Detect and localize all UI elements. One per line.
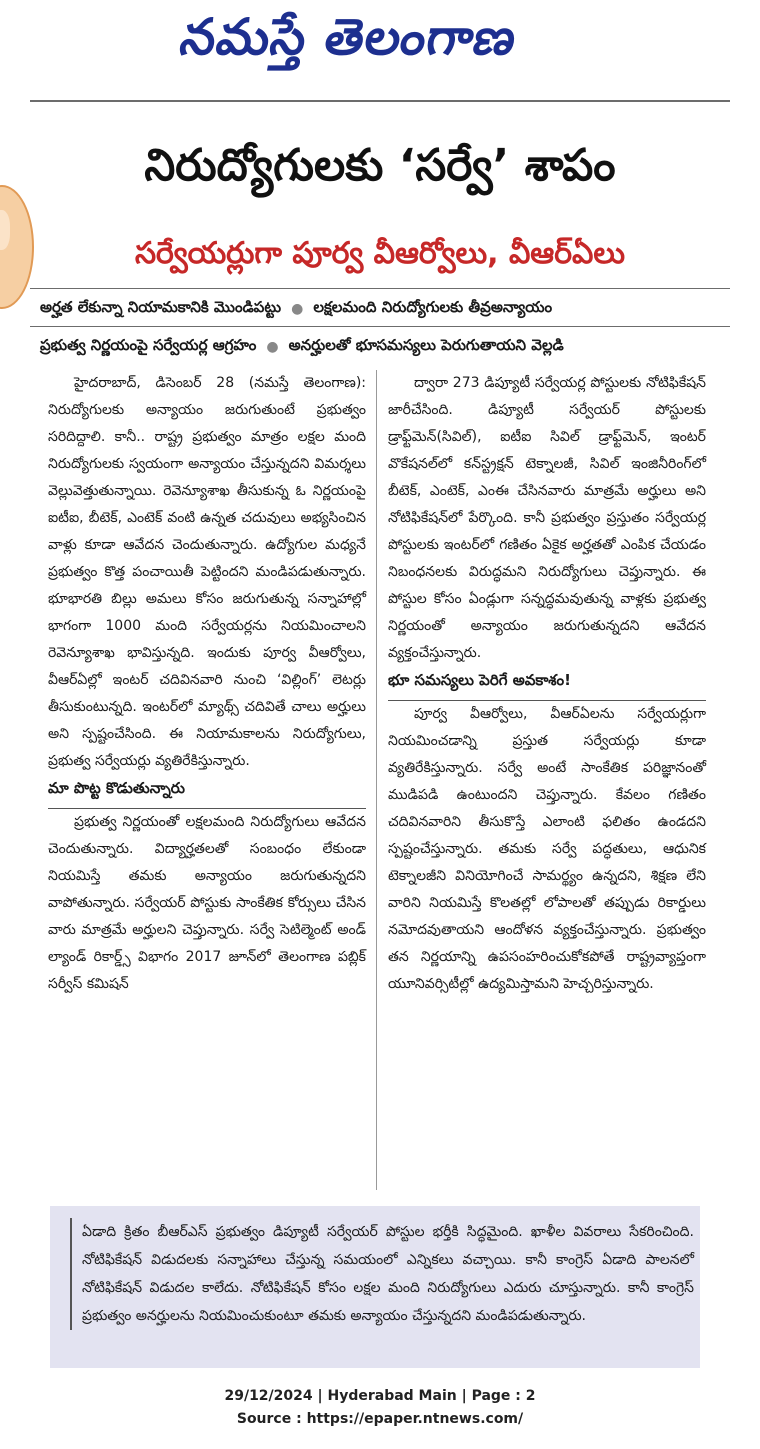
bullet-separator: ●	[291, 301, 304, 317]
footer-date-edition: 29/12/2024 | Hyderabad Main | Page : 2	[224, 1388, 536, 1404]
article-paragraph: ద్వారా 273 డిప్యూటీ సర్వేయర్ల పోస్టులకు నోటిఫికేషన్‌ జారీచేసింది. డిప్యూటీ సర్వేయర్‌ పోస్టులకు డ్రాఫ్ట్‌మెన్‌(సివిల్‌), ఐటీఐ సివిల్‌ డ్రాఫ్ట్‌మెన్‌, ఇంటర్‌ వొకేషనల్‌లో కన్‌స్ట్రక్షన్‌ టెక్నాలజీ, సివిల్‌ ఇంజినీరింగ్‌లో బీటెక్‌, ఎంటెక్‌, ఎంఈ చేసినవారు మాత్రమే అర్హులు అని నోటిఫికేషన్‌లో పేర్కొంది. కానీ ప్రభుత్వం ప్రస్తుతం సర్వేయర్ల పోస్టులకు ఇంటర్‌లో గణితం ఏకైక అర్హతతో ఎంపిక చేయడం నిబంధనలకు విరుద్ధమని నిరుద్యోగులు చెప్తున్నారు. ఈ పోస్టుల కోసం ఏండ్లుగా సన్నద్ధమవుతున్న వాళ్లకు ప్రభుత్వ నిర్ణయంతో అన్యాయం జరుగుతున్నదని ఆవేదన వ్యక్తంచేస్తున్నారు.	[388, 375, 706, 661]
article-paragraph: ప్రభుత్వ నిర్ణయంతో లక్షలమంది నిరుద్యోగులు ఆవేదన చెందుతున్నారు. విద్యార్హతలతో సంబంధం లేకుండా నియమిస్తే తమకు అన్యాయం జరుగుతున్నదని వాపోతున్నారు. సర్వేయర్‌ పోస్టుకు సాంకేతిక కోర్సులు చేసిన వారు మాత్రమే అర్హులని చెప్తున్నారు. సర్వే సెటిల్మెంట్‌ అండ్‌ ల్యాండ్‌ రికార్డ్స్‌ విభాగం 2017 జూన్‌లో తెలంగాణ పబ్లిక్‌ సర్వీస్‌ కమిషన్‌	[48, 814, 366, 992]
bullets-rule-middle	[30, 326, 730, 327]
section-heading: మా పొట్ట కొడుతున్నారు	[48, 775, 366, 809]
bullet-2: లక్షలమంది నిరుద్యోగులకు తీవ్రఅన్యాయం	[313, 298, 553, 316]
bullets-row-2	[40, 336, 730, 358]
bullet-separator: ●	[266, 339, 279, 355]
highlight-box-text: ఏడాది క్రితం బీఆర్‌ఎస్‌ ప్రభుత్వం డిప్యూటీ సర్వేయర్‌ పోస్టుల భర్తీకి సిద్ధమైంది. ఖాళీల వివరాలు సేకరించింది. నోటిఫికేషన్‌ విడుదలకు సన్నాహాలు చేస్తున్న సమయంలో ఎన్నికలు వచ్చాయి. కానీ కాంగ్రెస్‌ ఏడాది పాలనలో నోటిఫికేషన్‌ విడుదల కాలేదు. నోటిఫికేషన్‌ కోసం లక్షల మంది నిరుద్యోగులు ఎదురు చూస్తున్నారు. కానీ కాంగ్రెస్‌ ప్రభుత్వం అనర్హులను నియమించుకుంటూ తమకు అన్యాయం చేస్తున్నదని మండిపడుతున్నారు.	[70, 1218, 694, 1330]
section-heading: భూ సమస్యలు పెరిగే అవకాశం!	[388, 667, 706, 701]
subheadline: సర్వేయర్లుగా పూర్వ వీఆర్వోలు, వీఆర్‌ఏలు	[135, 236, 625, 271]
masthead-title: నమస్తే తెలంగాణ	[176, 8, 522, 66]
highlight-box	[50, 1206, 700, 1368]
article-column-left	[48, 370, 366, 998]
headline: నిరుద్యోగులకు ‘సర్వే’ శాపం	[144, 140, 616, 191]
article-paragraph: పూర్వ వీఆర్వోలు, వీఆర్‌ఏలను సర్వేయర్లుగా నియమించడాన్ని ప్రస్తుత సర్వేయర్లు కూడా వ్యతిరేకిస్తున్నారు. సర్వే అంటే సాంకేతిక పరిజ్ఞానంతో ముడిపడి ఉంటుందని చెప్తున్నారు. కేవలం గణితం చదివినవారిని తీసుకొస్తే ఎలాంటి ఫలితం ఉండదని స్పష్టంచేస్తున్నారు. తమకు సర్వే పద్ధతులు, ఆధునిక టెక్నాలజీని వినియోగించే సామర్థ్యం ఉన్నదని, శిక్షణ లేని వారిని నియమిస్తే కొలతల్లో లోపాలతో తప్పుడు రికార్డులు నమోదవుతాయని ఆందోళన వ్యక్తంచేస్తున్నారు. ప్రభుత్వం తన నిర్ణయాన్ని ఉపసంహరించుకోకపోతే రాష్ట్రవ్యాప్తంగా యూనివర్సిటీల్లో ఉద్యమిస్తామని హెచ్చరిస్తున్నారు.	[388, 706, 706, 992]
top-rule	[30, 100, 730, 102]
column-divider	[376, 370, 377, 1190]
bullet-4: అనర్హులతో భూసమస్యలు పెరుగుతాయని వెల్లడి	[288, 336, 564, 354]
bullet-1: అర్హత లేకున్నా నియామకానికి మొండిపట్టు	[40, 298, 282, 316]
article-column-right	[388, 370, 706, 998]
bullets-rule-top	[30, 288, 730, 289]
bullets-row-1	[40, 298, 730, 320]
masthead	[0, 0, 760, 86]
bullet-3: ప్రభుత్వ నిర్ణయంపై సర్వేయర్ల ఆగ్రహం	[40, 336, 257, 354]
article-paragraph: హైదరాబాద్‌, డిసెంబర్‌ 28 (నమస్తే తెలంగాణ): నిరుద్యోగులకు అన్యాయం జరుగుతుంటే ప్రభుత్వం సరిదిద్దాలి. కానీ.. రాష్ట్ర ప్రభుత్వం మాత్రం లక్షల మంది నిరుద్యోగులకు స్వయంగా అన్యాయం చేస్తున్నదని విమర్శలు వెల్లువెత్తుతున్నాయి. రెవెన్యూశాఖ తీసుకున్న ఓ నిర్ణయంపై ఐటీఐ, బీటెక్‌, ఎంటెక్‌ వంటి ఉన్నత చదువులు అభ్యసించిన వాళ్లు కూడా ఆవేదన చెందుతున్నారు. ఉద్యోగుల మధ్యనే ప్రభుత్వం కొత్త పంచాయితీ పెట్టిందని మండిపడుతున్నారు. భూభారతి బిల్లు అమలు కోసం జరుగుతున్న సన్నాహాల్లో భాగంగా 1000 మంది సర్వేయర్లను నియమించాలని రెవెన్యూశాఖ భావిస్తున్నది. ఇందుకు పూర్వ వీఆర్వోలు, వీఆర్‌ఏల్లో ఇంటర్‌ చదివినవారి నుంచి ‘విల్లింగ్‌’ లెటర్లు తీసుకుంటున్నది. ఇంటర్‌లో మ్యాథ్స్‌ చదివితే చాలు అర్హులు అని స్పష్టంచేసింది. ఈ నియామకాలను నిరుద్యోగులు, ప్రభుత్వ సర్వేయర్లు వ్యతిరేకిస్తున్నారు.	[48, 375, 366, 769]
footer-source: Source : https://epaper.ntnews.com/	[236, 1411, 524, 1427]
